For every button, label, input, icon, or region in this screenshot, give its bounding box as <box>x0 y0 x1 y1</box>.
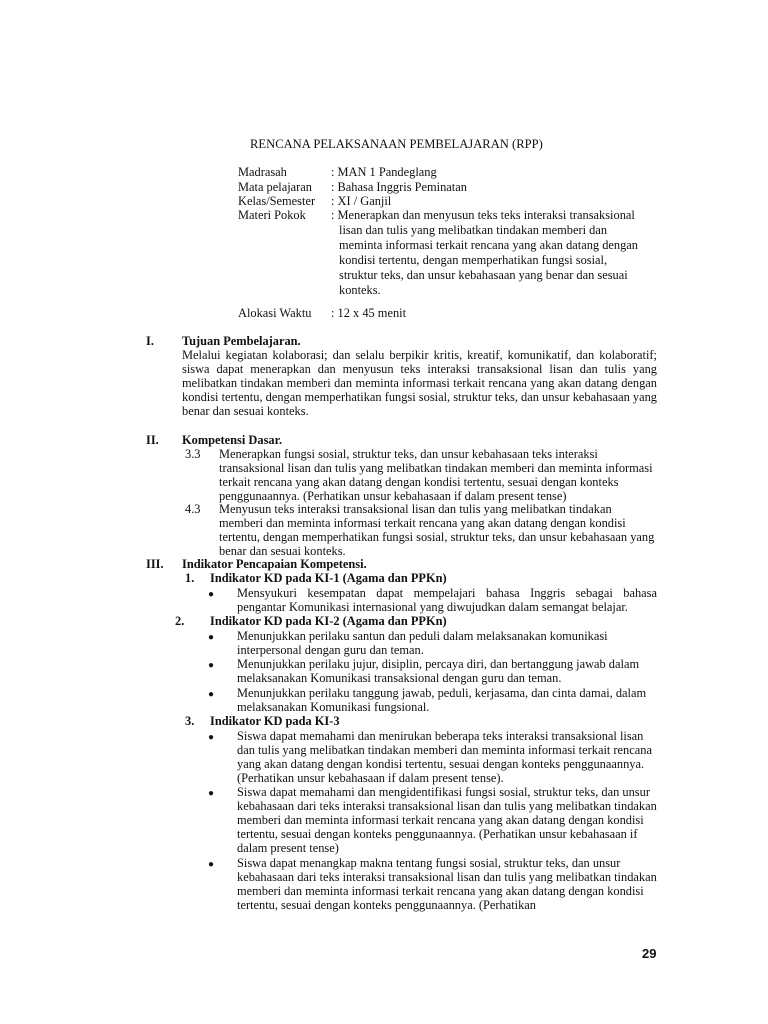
section-2-heading: Kompetensi Dasar. <box>182 433 283 447</box>
kd-number: 3.3 <box>185 447 201 461</box>
materi-value-line: meminta informasi terkait rencana yang akan datang dengan <box>339 238 638 252</box>
indicator-item: Siswa dapat memahami dan menirukan beberapa teks interaksi transaksional lisan dan tulis yang melibatkan tindakan memberi dan meminta informasi terkait rencana yang akan datang dengan kondisi tertentu, sesuai dengan konteks penggunaannya. (Perhatikan unsur kebahasaan if dalam present tense). <box>237 729 652 786</box>
bullet-icon: ● <box>208 589 215 600</box>
document-title: RENCANA PELAKSANAAN PEMBELAJARAN (RPP) <box>250 137 543 151</box>
materi-value-line: kondisi tertentu, dengan memperhatikan fungsi sosial, <box>339 253 608 267</box>
materi-label: Materi Pokok <box>238 208 306 222</box>
section-1-body: Melalui kegiatan kolaborasi; dan selalu berpikir kritis, kreatif, komunikatif, dan kolaboratif; siswa dapat menerapkan dan menyusun teks interaksi transaksional lisan dan tulis yang melibatkan tindakan memberi dan meminta informasi terkait rencana yang akan datang dengan kondisi tertentu, dengan memperhatikan fungsi sosial, struktur teks, dan unsur kebahasaan yang benar dan sesuai konteks. <box>182 348 657 419</box>
kd-text: Menyusun teks interaksi transaksional lisan dan tulis yang melibatkan tindakan memberi dan meminta informasi terkait rencana yang akan datang dengan kondisi tertentu, dengan memperhatikan fungsi sosial, struktur teks, dan unsur kebahasaan yang benar dan sesuai konteks. <box>219 502 655 559</box>
kelas-value: : XI / Ganjil <box>331 194 392 208</box>
alokasi-value: : 12 x 45 menit <box>331 306 407 320</box>
indicator-group-heading: Indikator KD pada KI-2 (Agama dan PPKn) <box>210 614 447 628</box>
indicator-group-number: 1. <box>185 571 195 585</box>
indicator-item: Siswa dapat menangkap makna tentang fungsi sosial, struktur teks, dan unsur kebahasaan dari teks interaksi transaksional lisan dan tulis yang melibatkan tindakan memberi dan meminta informasi terkait rencana yang akan datang dengan kondisi tertentu, sesuai dengan konteks penggunaannya. (Perhatikan <box>237 856 657 913</box>
page-number: 29 <box>642 946 657 961</box>
section-3-numeral: III. <box>146 557 164 571</box>
section-1-numeral: I. <box>146 334 154 348</box>
kd-text: Menerapkan fungsi sosial, struktur teks, dan unsur kebahasaan teks interaksi transaksional lisan dan tulis yang melibatkan tindakan memberi dan meminta informasi terkait rencana yang akan datang dengan kondisi tertentu, sesuai dengan konteks penggunaannya. (Perhatikan unsur kebahasaan if dalam present tense) <box>219 447 653 504</box>
indicator-group-heading: Indikator KD pada KI-3 <box>210 714 340 728</box>
madrasah-value: : MAN 1 Pandeglang <box>331 165 437 179</box>
bullet-icon: ● <box>208 632 215 643</box>
indicator-item: Menunjukkan perilaku tanggung jawab, peduli, kerjasama, dan cinta damai, dalam melaksanakan Komunikasi fungsional. <box>237 686 647 715</box>
mapel-label: Mata pelajaran <box>238 180 312 194</box>
madrasah-label: Madrasah <box>238 165 287 179</box>
indicator-item: Mensyukuri kesempatan dapat mempelajari bahasa Inggris sebagai bahasa pengantar Komunikasi internasional yang diwujudkan dalam semangat belajar. <box>237 586 657 615</box>
bullet-icon: ● <box>208 689 215 700</box>
indicator-item: Siswa dapat memahami dan mengidentifikasi fungsi sosial, struktur teks, dan unsur kebahasaan dari teks interaksi transaksional lisan dan tulis yang melibatkan tindakan memberi dan meminta informasi terkait rencana yang akan datang dengan kondisi tertentu, sesuai dengan konteks penggunaannya. (Perhatikan unsur kebahasaan if dalam present tense) <box>237 785 657 856</box>
indicator-item: Menunjukkan perilaku jujur, disiplin, percaya diri, dan bertanggung jawab dalam melaksanakan Komunikasi transaksional dengan guru dan teman. <box>237 657 640 686</box>
materi-value-first: : Menerapkan dan menyusun teks teks interaksi transaksional <box>331 208 635 222</box>
materi-value-line: struktur teks, dan unsur kebahasaan yang benar dan sesuai <box>339 268 628 282</box>
indicator-item: Menunjukkan perilaku santun dan peduli dalam melaksanakan komunikasi interpersonal dengan guru dan teman. <box>237 629 608 658</box>
section-1-heading: Tujuan Pembelajaran. <box>182 334 301 348</box>
bullet-icon: ● <box>208 660 215 671</box>
mapel-value: : Bahasa Inggris Peminatan <box>331 180 467 194</box>
kd-number: 4.3 <box>185 502 201 516</box>
materi-value-line: lisan dan tulis yang melibatkan tindakan memberi dan <box>339 223 608 237</box>
kelas-label: Kelas/Semester <box>238 194 316 208</box>
indicator-group-number: 2. <box>175 614 185 628</box>
bullet-icon: ● <box>208 788 215 799</box>
indicator-group-number: 3. <box>185 714 195 728</box>
section-3-heading: Indikator Pencapaian Kompetensi. <box>182 557 367 571</box>
section-2-numeral: II. <box>146 433 159 447</box>
bullet-icon: ● <box>208 732 215 743</box>
materi-value-line: konteks. <box>339 283 381 297</box>
alokasi-label: Alokasi Waktu <box>238 306 312 320</box>
indicator-group-heading: Indikator KD pada KI-1 (Agama dan PPKn) <box>210 571 447 585</box>
bullet-icon: ● <box>208 859 215 870</box>
